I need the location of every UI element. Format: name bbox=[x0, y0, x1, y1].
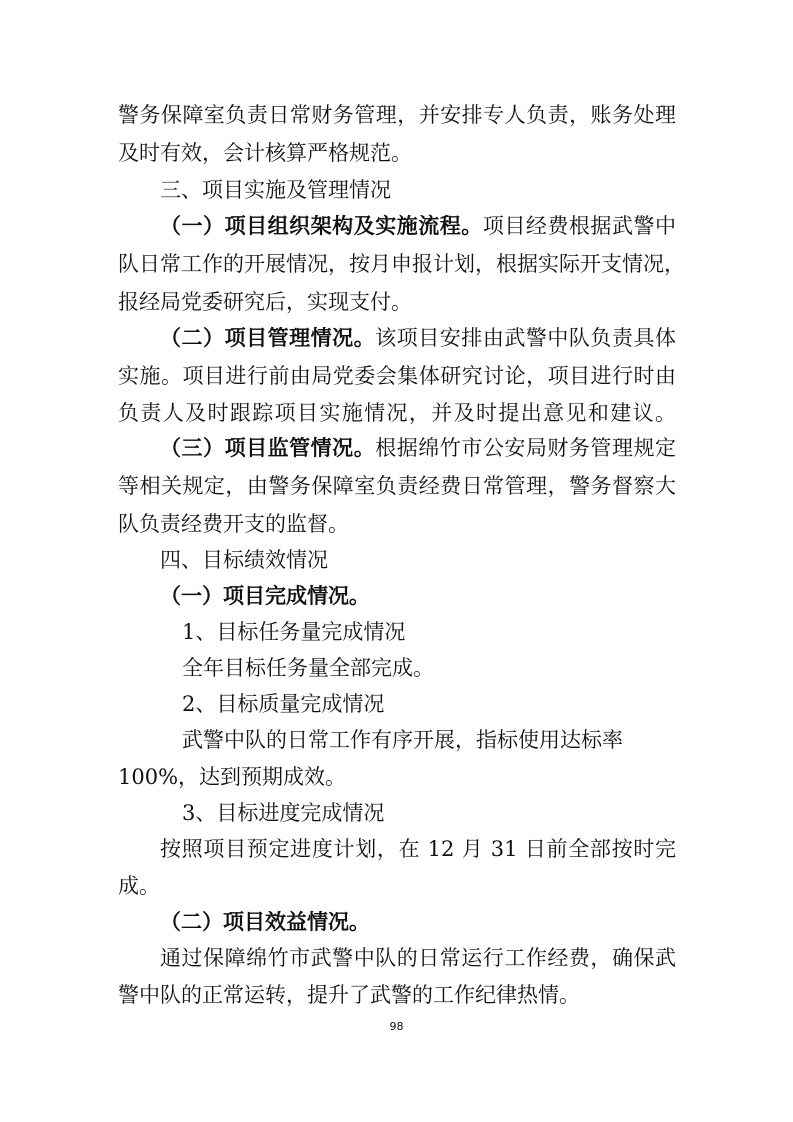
paragraph-line: 实施。项目进行前由局党委会集体研究讨论，项目进行时由 bbox=[118, 364, 676, 388]
subsection-title: （一）项目组织架构及实施流程。 bbox=[160, 213, 483, 238]
subsection-title: （二）项目管理情况。 bbox=[160, 325, 376, 350]
paragraph-line: 队负责经费开支的监督。 bbox=[118, 512, 349, 536]
paragraph-line: 警务保障室负责日常财务管理，并安排专人负责，账务处理 bbox=[118, 103, 676, 127]
section-heading: 三、项目实施及管理情况 bbox=[160, 178, 391, 202]
paragraph-line: 按照项目预定进度计划，在 12 月 31 日前全部按时完 bbox=[160, 837, 676, 861]
subsection-text: 根据绵竹市公安局财务管理规定 bbox=[375, 436, 677, 460]
paragraph-line: 及时有效，会计核算严格规范。 bbox=[118, 141, 412, 165]
paragraph-line: 等相关规定，由警务保障室负责经费日常管理，警务督察大 bbox=[118, 474, 676, 498]
paragraph-line: 负责人及时跟踪项目实施情况，并及时提出意见和建议。 bbox=[118, 401, 676, 425]
paragraph-line: 100%，达到预期成效。 bbox=[118, 765, 347, 789]
subsection-line bbox=[160, 323, 676, 353]
paragraph-line: 成。 bbox=[118, 874, 160, 898]
subsection-line bbox=[160, 211, 676, 241]
item-heading: 1、目标任务量完成情况 bbox=[182, 620, 406, 644]
subsection-title: （一）项目完成情况。 bbox=[160, 583, 370, 608]
paragraph-line: 全年目标任务量全部完成。 bbox=[182, 656, 434, 680]
paragraph-line: 队日常工作的开展情况，按月申报计划，根据实际开支情况， bbox=[118, 252, 685, 276]
subsection-title: （二）项目效益情况。 bbox=[160, 909, 370, 934]
subsection-line bbox=[160, 433, 676, 463]
section-heading: 四、目标绩效情况 bbox=[160, 548, 328, 572]
item-heading: 2、目标质量完成情况 bbox=[182, 692, 385, 716]
item-heading: 3、目标进度完成情况 bbox=[182, 801, 385, 825]
subsection-title: （三）项目监管情况。 bbox=[160, 435, 376, 460]
paragraph-line: 武警中队的日常工作有序开展，指标使用达标率 bbox=[182, 728, 623, 752]
page-number: 98 bbox=[389, 1020, 404, 1033]
paragraph-line: 报经局党委研究后，实现支付。 bbox=[118, 290, 412, 314]
paragraph-line: 警中队的正常运转，提升了武警的工作纪律热情。 bbox=[118, 983, 580, 1007]
subsection-text: 该项目安排由武警中队负责具体 bbox=[375, 326, 677, 350]
paragraph-line: 通过保障绵竹市武警中队的日常运行工作经费，确保武 bbox=[160, 946, 676, 970]
subsection-text: 项目经费根据武警中 bbox=[482, 214, 677, 238]
